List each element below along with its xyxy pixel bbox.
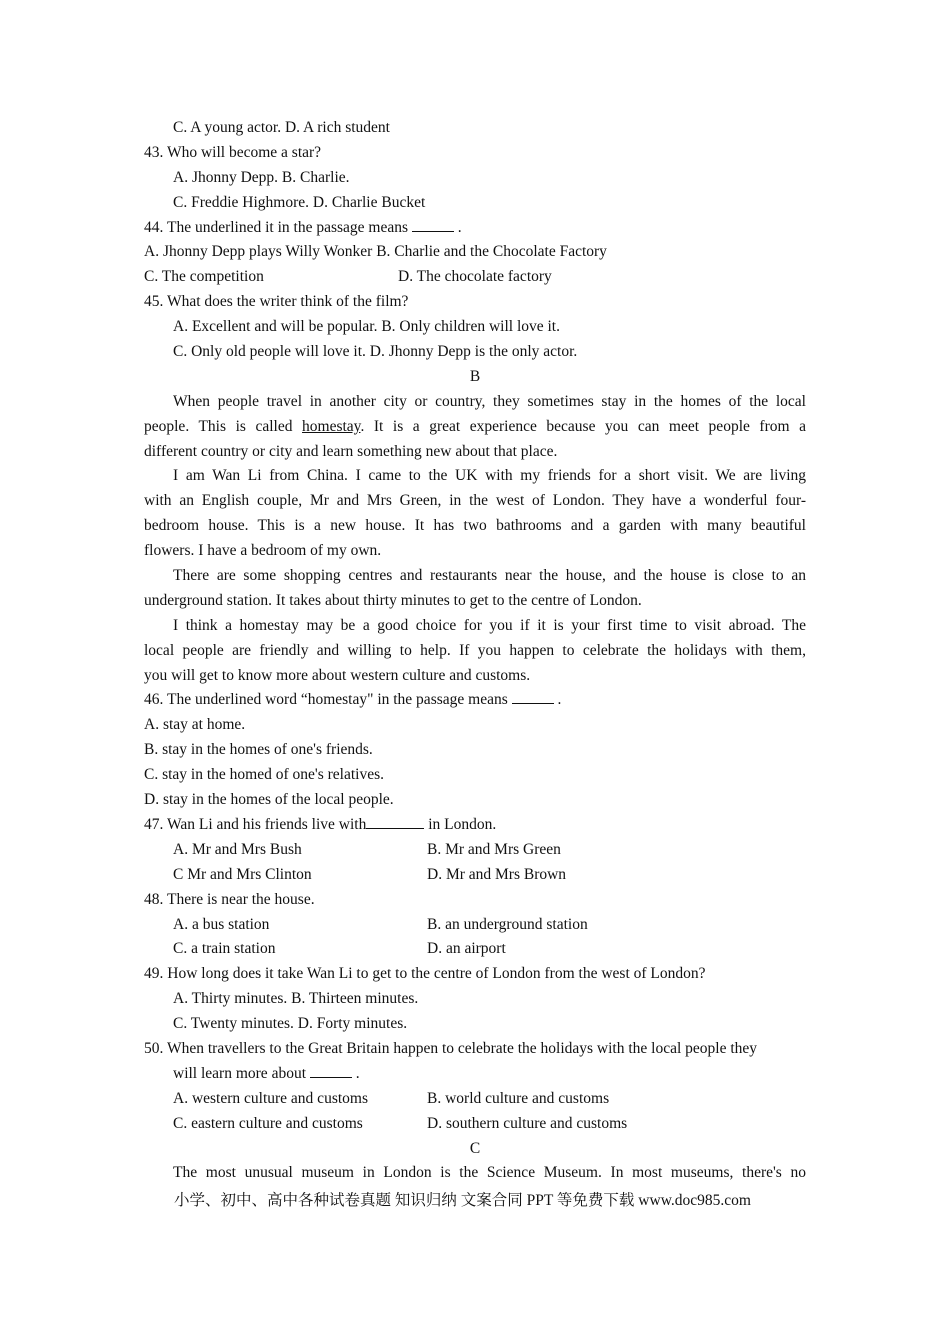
q48-option-d: D. an airport — [427, 940, 506, 958]
q47-option-a: A. Mr and Mrs Bush — [173, 840, 302, 858]
q44-question — [144, 216, 806, 241]
passage-b-p2-line3: bedroom house. This is a new house. It has two bathrooms and a garden with many beautiful — [144, 517, 806, 535]
q46-option-b: B. stay in the homes of one's friends. — [144, 741, 373, 759]
q47-question-text: 47. Wan Li and his friends live with — [144, 815, 367, 833]
q47-option-c: C Mr and Mrs Clinton — [173, 865, 312, 883]
q50-question-line1: 50. When travellers to the Great Britain happen to celebrate the holidays with the local people they — [144, 1039, 758, 1057]
q44-option-a: A. Jhonny Depp plays Willy Wonker — [144, 243, 373, 261]
q45-question: 45. What does the writer think of the film? — [144, 293, 409, 311]
q50-options-cd — [144, 1112, 806, 1137]
q43-options-cd: C. Freddie Highmore. D. Charlie Bucket — [173, 193, 426, 211]
q47-question-end: in London. — [424, 815, 497, 833]
q45-options-ab: A. Excellent and will be popular. B. Only children will love it. — [173, 318, 560, 336]
q46-question — [144, 688, 806, 713]
q44-options-ab — [144, 240, 806, 265]
passage-b-p3-line1: There are some shopping centres and restaurants near the house, and the house is close to an — [173, 567, 806, 585]
passage-c-p1-line1: The most unusual museum in London is the Science Museum. In most museums, there's no — [173, 1164, 806, 1182]
page-footer: 小学、初中、高中各种试卷真题 知识归纳 文案合同 PPT 等免费下载 www.doc985.com — [174, 1192, 751, 1209]
q46-option-a: A. stay at home. — [144, 716, 246, 734]
q44-question-end: . — [453, 218, 462, 236]
q50-option-a: A. western culture and customs — [173, 1089, 368, 1107]
q47-option-b: B. Mr and Mrs Green — [427, 840, 561, 858]
q42-options-cd: C. A young actor. D. A rich student — [173, 119, 390, 136]
q50-options-ab — [144, 1087, 806, 1112]
q50-option-d: D. southern culture and customs — [427, 1114, 628, 1132]
q49-options-ab: A. Thirty minutes. B. Thirteen minutes. — [173, 990, 419, 1008]
q48-option-b: B. an underground station — [427, 915, 588, 933]
passage-b-p2-line4: flowers. I have a bedroom of my own. — [144, 542, 382, 560]
passage-b-p2-line1: I am Wan Li from China. I came to the UK with my friends for a short visit. We are living — [173, 467, 806, 485]
q44-option-b: B. Charlie and the Chocolate Factory — [376, 243, 607, 261]
q47-option-d: D. Mr and Mrs Brown — [427, 865, 567, 883]
q48-question: 48. There is near the house. — [144, 890, 315, 908]
section-b-heading: B — [469, 367, 481, 385]
q50-option-b: B. world culture and customs — [427, 1089, 610, 1107]
passage-b-p1-line2 — [144, 415, 806, 440]
q49-options-cd: C. Twenty minutes. D. Forty minutes. — [173, 1015, 408, 1033]
q48-option-c: C. a train station — [173, 940, 276, 958]
q47-options-cd — [144, 863, 806, 888]
passage-b-p1-line3: different country or city and learn something new about that place. — [144, 442, 558, 460]
q44-option-c: C. The competition — [144, 268, 264, 286]
q45-options-cd: C. Only old people will love it. D. Jhonny Depp is the only actor. — [173, 343, 578, 361]
passage-b-p4-line2: local people are friendly and willing to help. If you happen to celebrate the holidays with them, — [144, 641, 806, 659]
passage-b-p2-line2: with an English couple, Mr and Mrs Green, in the west of London. They have a wonderful four- — [144, 492, 806, 510]
answer-blank — [512, 688, 554, 704]
exam-page — [144, 116, 806, 1186]
q43-options-ab: A. Jhonny Depp. B. Charlie. — [173, 168, 350, 186]
q48-option-a: A. a bus station — [173, 915, 270, 933]
passage-text: people. This is called — [144, 417, 303, 435]
answer-blank — [310, 1062, 352, 1078]
q44-option-d: D. The chocolate factory — [398, 268, 552, 286]
q49-question: 49. How long does it take Wan Li to get to the centre of London from the west of London? — [144, 965, 706, 983]
underlined-word-homestay: homestay — [302, 417, 361, 435]
q44-question-text: 44. The underlined it in the passage means — [144, 218, 412, 236]
q48-options-cd — [144, 937, 806, 962]
q44-options-cd — [144, 265, 806, 290]
q47-question — [144, 813, 806, 838]
q48-options-ab — [144, 913, 806, 938]
q46-question-text: 46. The underlined word “homestay" in the passage means — [144, 691, 512, 709]
q50-question-end: . — [351, 1064, 360, 1082]
passage-b-p4-line3: you will get to know more about western culture and customs. — [144, 666, 531, 684]
q46-question-end: . — [553, 691, 562, 709]
answer-blank — [412, 216, 454, 232]
q50-option-c: C. eastern culture and customs — [173, 1114, 363, 1132]
answer-blank — [366, 813, 424, 829]
passage-text: . It is a great experience because you can meet people from a — [360, 417, 806, 435]
q46-option-c: C. stay in the homed of one's relatives. — [144, 766, 384, 784]
q47-options-ab — [144, 838, 806, 863]
passage-b-p3-line2: underground station. It takes about thirty minutes to get to the centre of London. — [144, 591, 642, 609]
q46-option-d: D. stay in the homes of the local people. — [144, 791, 394, 809]
passage-b-p4-line1: I think a homestay may be a good choice for you if it is your first time to visit abroad. The — [173, 616, 806, 634]
section-c-heading: C — [469, 1139, 481, 1157]
q43-question: 43. Who will become a star? — [144, 143, 322, 161]
passage-b-p1-line1: When people travel in another city or country, they sometimes stay in the homes of the local — [173, 392, 806, 410]
q50-question-line2 — [144, 1062, 806, 1087]
q50-question-text: will learn more about — [173, 1064, 310, 1082]
